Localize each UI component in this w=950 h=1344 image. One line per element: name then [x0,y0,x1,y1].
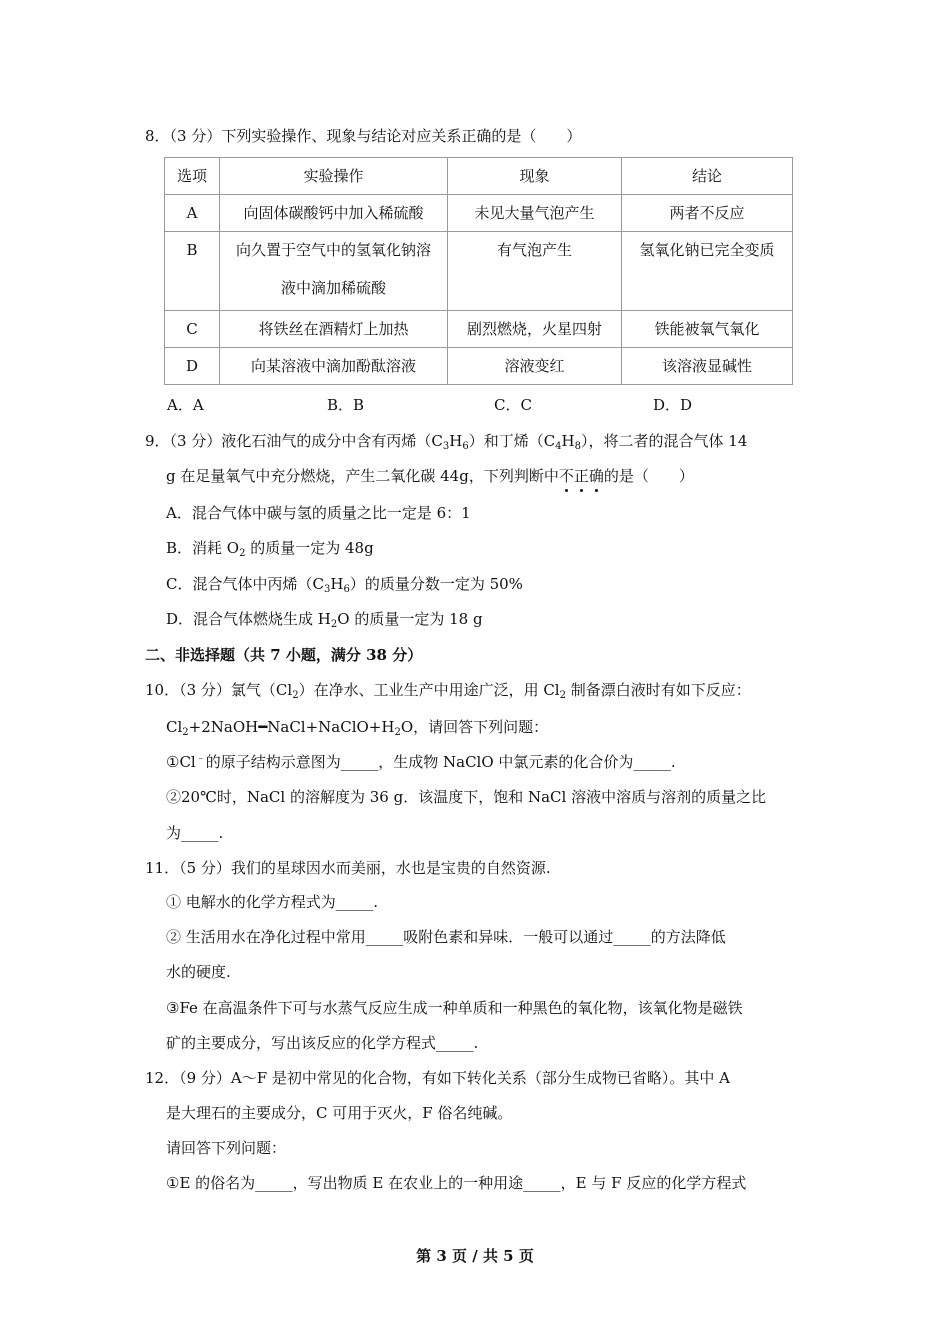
row-d-operation: 向某溶液中滴加酚酞溶液 [220,348,448,385]
text: H [561,432,575,450]
q10-part2: ②20℃时，NaCl 的溶解度为 36 g．该温度下，饱和 NaCl 溶液中溶质与溶剂的质量之比 [166,788,767,806]
q8-option-a: A．A [167,396,204,414]
table-row [165,195,793,232]
q12-stem-line1: 12．（9 分）A～F 是初中常见的化合物，有如下转化关系（部分生成物已省略）。其中 A [145,1069,731,1087]
text: 9．（3 分）液化石油气的成分中含有丙烯（C [145,432,443,450]
header-conclusion: 结论 [622,158,793,195]
row-b-operation-line1: 向久置于空气中的氢氧化钠溶 [235,241,431,259]
row-b-option: B [165,232,220,311]
q10-part2-cont: 为_____. [166,824,224,842]
table-row [165,232,793,311]
subscript: 2 [292,690,299,701]
q11-part1: ① 电解水的化学方程式为_____. [166,893,379,911]
row-b-operation-line2: 液中滴加稀硫酸 [280,279,386,297]
row-d-option: D [165,348,220,385]
row-c-option: C [165,311,220,348]
q12-part1: ①E 的俗名为_____，写出物质 E 在农业上的一种用途_____，E 与 F 反应的化学方程式 [166,1174,747,1192]
text: 的原子结构示意图为_____，生成物 NaClO 中氯元素的化合价为_____. [205,753,676,771]
row-c-conclusion: 铁能被氧气氧化 [622,311,793,348]
text: C．混合气体中丙烯（C [166,575,324,593]
text: H [449,432,463,450]
text: 制备漂白液时有如下反应： [565,681,751,699]
row-c-operation: 将铁丝在酒精灯上加热 [220,311,448,348]
row-d-conclusion: 该溶液显碱性 [622,348,793,385]
subscript: 6 [343,584,350,595]
q8-option-b: B．B [327,396,365,414]
subscript: 3 [323,584,331,595]
text: 的是（ ） [603,467,694,485]
subscript: 2 [239,548,246,559]
text: ），将二者的混合气体 14 [581,432,748,450]
q8-stem: 8．（3 分）下列实验操作、现象与结论对应关系正确的是（ ） [145,127,582,145]
table-header-row [165,158,793,195]
subscript: 2 [394,727,401,738]
q10-line1 [145,680,751,700]
text: +2NaOH━NaCl+NaClO+H [188,718,395,736]
row-a-conclusion: 两者不反应 [622,195,793,232]
emphasis-text [559,467,604,485]
text: Cl [166,718,183,736]
text: ）在净水、工业生产中用途广泛，用 Cl [298,681,560,699]
text: O 的质量一定为 18 g [337,610,483,628]
text: ）的质量分数一定为 50% [349,575,523,593]
header-operation: 实验操作 [220,158,448,195]
text: 的质量一定为 48g [245,539,374,557]
emphasis-char: 不 [558,467,574,485]
text: H [330,575,344,593]
table-row [165,348,793,385]
page-number: 第 3 页 / 共 5 页 [416,1247,534,1265]
q9-stem-line1 [145,431,747,451]
q8-table [164,157,793,385]
row-a-operation: 向固体碳酸钙中加入稀硫酸 [220,195,448,232]
text: g 在足量氧气中充分燃烧，产生二氧化碳 44g，下列判断中 [166,467,559,485]
row-b-phenomenon: 有气泡产生 [448,232,622,311]
emphasis-char: 确 [588,467,604,485]
subscript: 4 [555,441,562,452]
q10-equation [166,717,548,737]
section-heading: 二、非选择题（共 7 小题，满分 38 分） [145,646,423,664]
table-row [165,311,793,348]
text: ）和丁烯（C [468,432,556,450]
q11-part2: ② 生活用水在净化过程中常用_____吸附色素和异味．一般可以通过_____的方法降低 [166,928,726,946]
text: ①Cl [166,753,196,771]
q11-part2-cont: 水的硬度. [166,963,231,981]
header-option: 选项 [165,158,220,195]
header-phenomenon: 现象 [448,158,622,195]
q10-part1 [166,752,676,772]
row-b-conclusion: 氢氧化钠已完全变质 [622,232,793,311]
q8-options [167,395,692,415]
subscript: 3 [442,441,450,452]
row-a-option: A [165,195,220,232]
subscript: 8 [574,441,582,452]
row-c-phenomenon: 剧烈燃烧，火星四射 [448,311,622,348]
superscript: ﹣ [195,753,206,764]
emphasis-char: 正 [573,467,589,485]
q8-option-c: C．C [494,396,532,414]
subscript: 2 [330,619,338,630]
q9-option-b [166,538,374,558]
subscript: 2 [182,727,189,738]
text: 10．（3 分）氯气（Cl [145,681,293,699]
subscript: 6 [462,441,469,452]
row-a-phenomenon: 未见大量气泡产生 [448,195,622,232]
q9-option-a: A．混合气体中碳与氢的质量之比一定是 6：1 [166,504,471,522]
q11-part3-cont: 矿的主要成分，写出该反应的化学方程式_____. [166,1034,479,1052]
q12-stem-line2: 是大理石的主要成分，C 可用于灭火，F 俗名纯碱。 [166,1104,513,1122]
q9-stem-line2 [166,466,694,486]
q8-option-d: D．D [653,396,693,414]
q11-stem: 11．（5 分）我们的星球因水而美丽，水也是宝贵的自然资源. [145,859,551,877]
q12-prompt: 请回答下列问题： [166,1139,287,1157]
row-d-phenomenon: 溶液变红 [448,348,622,385]
text: D．混合气体燃烧生成 H [166,610,331,628]
text: O，请回答下列问题： [400,718,549,736]
row-b-operation [220,232,448,311]
text: B．消耗 O [166,539,240,557]
q9-option-c [166,574,523,594]
q11-part3: ③Fe 在高温条件下可与水蒸气反应生成一种单质和一种黑色的氧化物，该氧化物是磁铁 [166,999,743,1017]
q9-option-d [166,609,483,629]
subscript: 2 [559,690,566,701]
